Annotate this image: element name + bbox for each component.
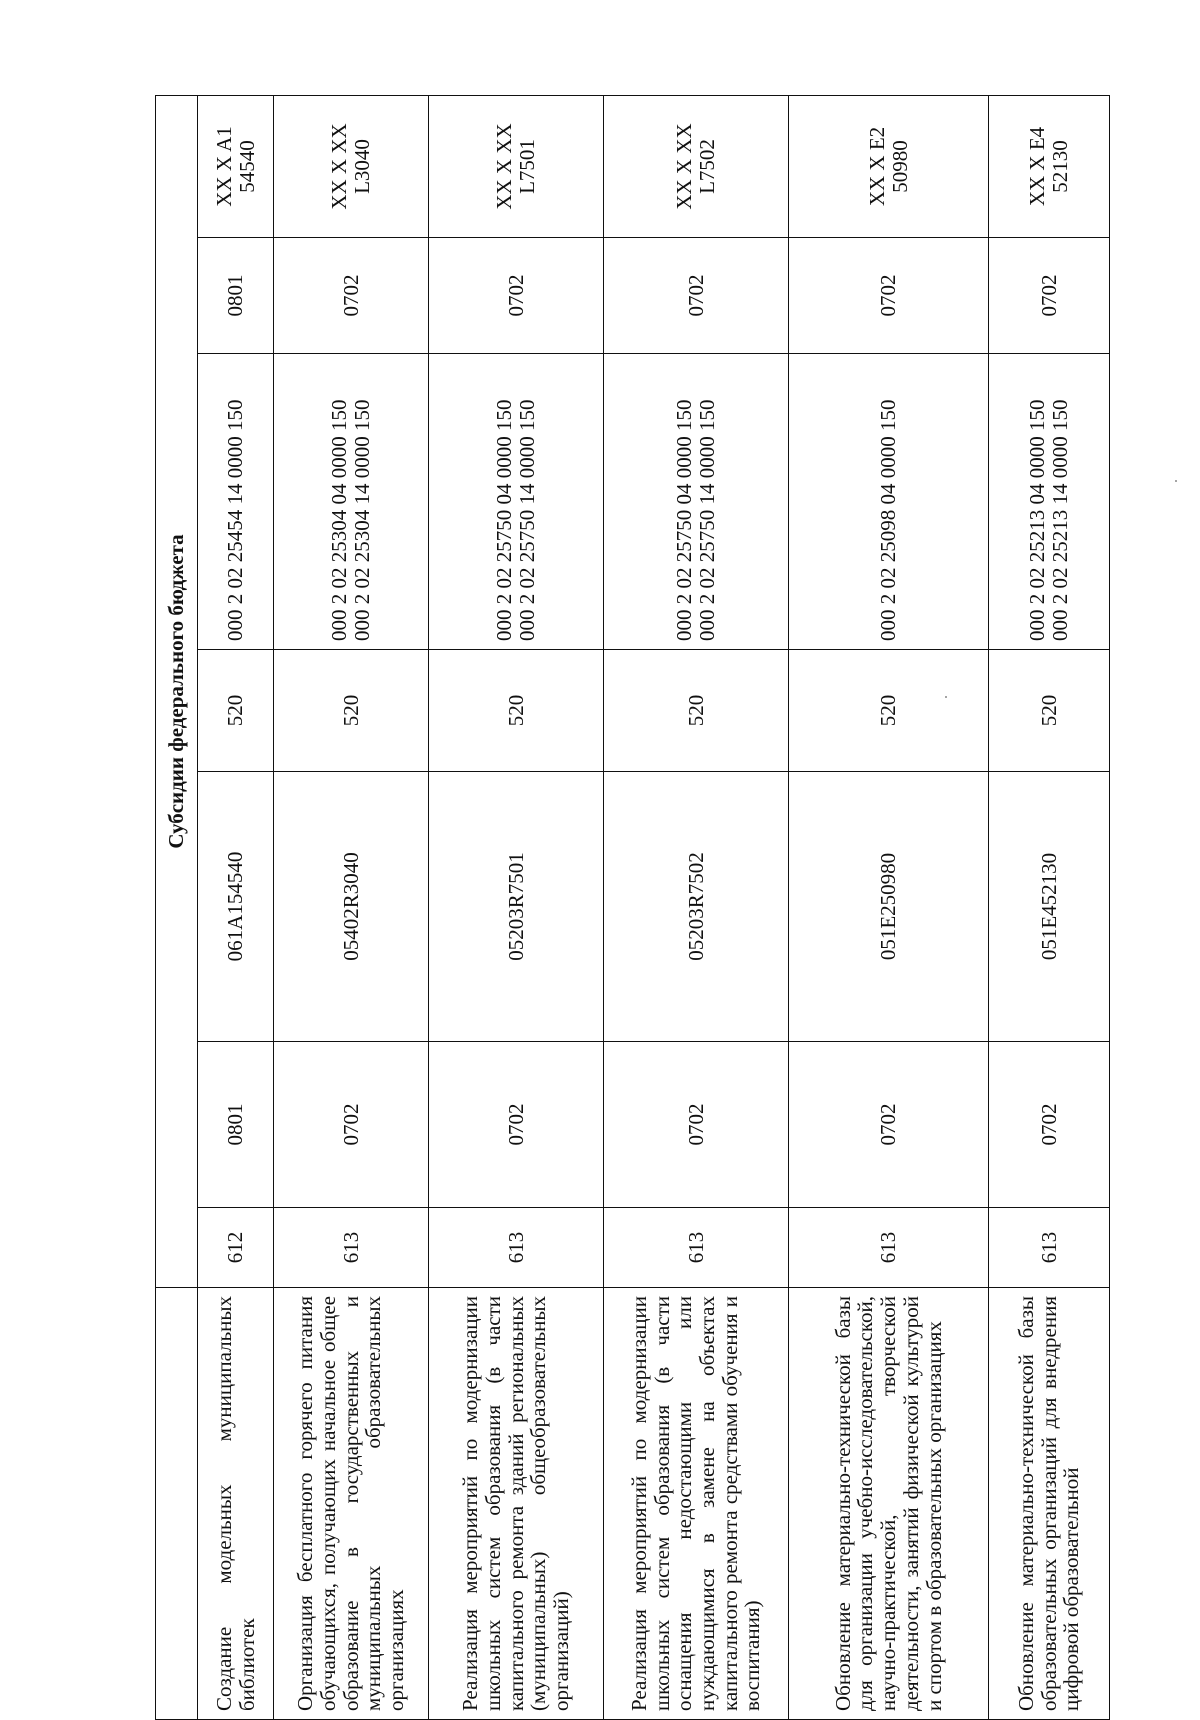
kvr-cell: 520: [604, 650, 789, 772]
kbk-code: 000 2 02 25304 04 0000 150: [327, 399, 352, 641]
kbk-code: 000 2 02 25454 14 0000 150: [223, 399, 248, 641]
rz-cell: 0801: [198, 1042, 274, 1208]
kbk-cell: [604, 354, 789, 650]
kbk-code: 000 2 02 25098 04 0000 150: [876, 399, 901, 641]
rz2-cell: 0702: [274, 238, 429, 354]
csr-cell: 061A154540: [198, 772, 274, 1042]
kbk-cell: [989, 354, 1110, 650]
code-cell: XX X E2 50980: [789, 95, 989, 237]
table-row: [989, 95, 1110, 1719]
kvr-cell: 520: [989, 650, 1110, 772]
kbk-code: 000 2 02 25213 14 0000 150: [1048, 399, 1072, 641]
budget-table: [155, 95, 1110, 1720]
kbk-cell: [198, 354, 274, 650]
rz2-cell: 0702: [429, 238, 604, 354]
table-row: [604, 95, 789, 1719]
rz2-cell: 0801: [198, 238, 274, 354]
code-cell: XX X E4 52130: [989, 95, 1110, 237]
section-header-row: [156, 95, 198, 1719]
kbk-code: 000 2 02 25750 04 0000 150: [492, 399, 517, 641]
kbk-code: 000 2 02 25750 14 0000 150: [515, 399, 539, 641]
csr-cell: 05402R3040: [274, 772, 429, 1042]
rz2-cell: 0702: [604, 238, 789, 354]
vr-cell: 613: [429, 1208, 604, 1288]
code-cell: XX X XX L3040: [274, 95, 429, 237]
rz-cell: 0702: [789, 1042, 989, 1208]
scan-speck: [1175, 480, 1177, 482]
vr-cell: 613: [989, 1208, 1110, 1288]
scan-speck: [945, 696, 947, 698]
section-header: Субсидии федерального бюджета: [156, 95, 198, 1287]
header-blank-cell: [156, 1288, 198, 1720]
rz-cell: 0702: [429, 1042, 604, 1208]
kbk-code: 000 2 02 25750 04 0000 150: [672, 399, 697, 641]
kbk-code: 000 2 02 25304 14 0000 150: [350, 399, 374, 641]
table-row: [789, 95, 989, 1719]
rotated-table-wrapper: [155, 96, 1109, 1720]
rz2-cell: 0702: [989, 238, 1110, 354]
row-name: Создание модельных муниципальных библиотек: [198, 1288, 274, 1720]
rz-cell: 0702: [604, 1042, 789, 1208]
code-cell: XX X XX L7502: [604, 95, 789, 237]
kbk-cell: [274, 354, 429, 650]
row-name: Обновление материально-технической базы образовательных организаций для внедрения цифровой образовательной: [989, 1288, 1110, 1720]
code-cell: XX X XX L7501: [429, 95, 604, 237]
row-name: Обновление материально-технической базы для организации учебно-исследовательской, научно-практической, творческой деятельности, занятий физической культурой и спортом в образовательных организациях: [789, 1288, 989, 1720]
vr-cell: 613: [789, 1208, 989, 1288]
table-row: [198, 95, 274, 1719]
kbk-code: 000 2 02 25750 14 0000 150: [695, 399, 719, 641]
vr-cell: 613: [604, 1208, 789, 1288]
rz-cell: 0702: [989, 1042, 1110, 1208]
kvr-cell: 520: [274, 650, 429, 772]
vr-cell: 613: [274, 1208, 429, 1288]
table-row: [274, 95, 429, 1719]
kbk-code: 000 2 02 25213 04 0000 150: [1025, 399, 1050, 641]
table-row: [429, 95, 604, 1719]
csr-cell: 05203R7501: [429, 772, 604, 1042]
row-name: Реализация мероприятий по модернизации школьных систем образования (в части капитального ремонта зданий региональных (муниципальных) общеобразовательных организаций): [429, 1288, 604, 1720]
rz2-cell: 0702: [789, 238, 989, 354]
kvr-cell: 520: [789, 650, 989, 772]
row-name: Реализация мероприятий по модернизации школьных систем образования (в части оснащения недостающими или нуждающимися в замене на объектах капитального ремонта средствами обучения и воспитания): [604, 1288, 789, 1720]
rz-cell: 0702: [274, 1042, 429, 1208]
code-cell: XX X A1 54540: [198, 95, 274, 237]
kbk-cell: [429, 354, 604, 650]
kvr-cell: 520: [429, 650, 604, 772]
csr-cell: 051E452130: [989, 772, 1110, 1042]
csr-cell: 05203R7502: [604, 772, 789, 1042]
csr-cell: 051E250980: [789, 772, 989, 1042]
vr-cell: 612: [198, 1208, 274, 1288]
kvr-cell: 520: [198, 650, 274, 772]
kbk-cell: [789, 354, 989, 650]
row-name: Организация бесплатного горячего питания обучающихся, получающих начальное общее образование в государственных и муниципальных образовательных организациях: [274, 1288, 429, 1720]
